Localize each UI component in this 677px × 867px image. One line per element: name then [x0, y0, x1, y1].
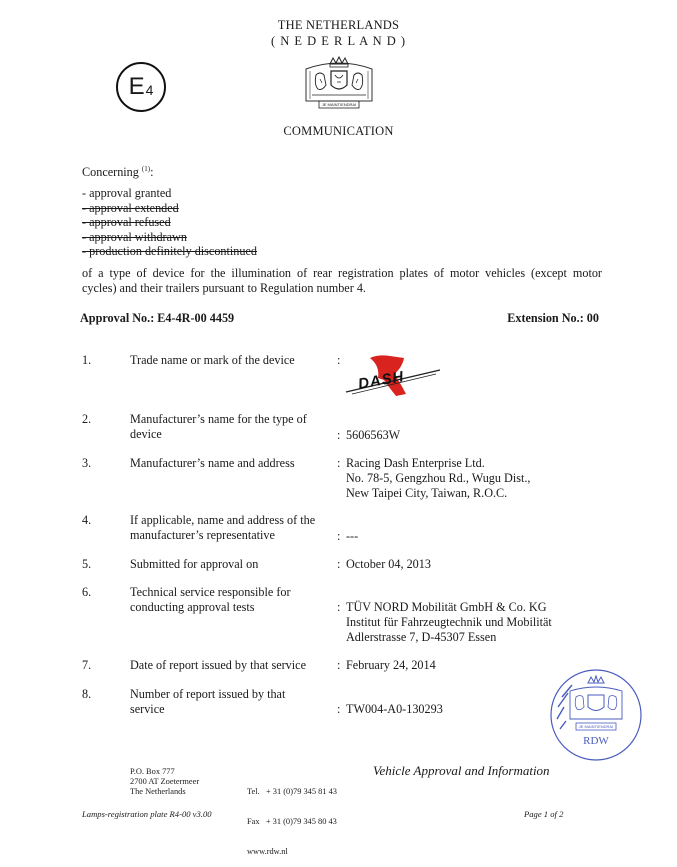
postal-line: P.O. Box 777 — [130, 767, 175, 776]
item-colon: : — [337, 702, 341, 716]
item-colon: : — [337, 557, 341, 571]
item-label: Submitted for approval on — [130, 557, 259, 571]
report-number-value: TW004-A0-130293 — [346, 702, 443, 716]
option-approval-withdrawn: - approval withdrawn — [82, 229, 187, 244]
report-date-value: February 24, 2014 — [346, 658, 436, 672]
item-label: Manufacturer’s name and address — [130, 456, 295, 470]
country-title: THE NETHERLANDS — [277, 18, 400, 32]
footer-tagline: Vehicle Approval and Information — [373, 763, 550, 778]
item-label: If applicable, name and address of the manufacturer’s representative — [130, 513, 316, 542]
option-production-discontinued: - production definitely discontinued — [82, 244, 257, 259]
description-line-1: of a type of device for the illumination of rear registration plates of motor vehicles (except motor — [82, 266, 602, 280]
item-number: 4. — [82, 513, 92, 527]
item-number: 2. — [82, 412, 92, 426]
concerning-footnote: (1) — [141, 165, 151, 173]
fax-line: Fax + 31 (0)79 345 80 43 — [247, 817, 337, 826]
item-number: 5. — [82, 557, 92, 571]
stamp-abbreviation: RDW — [583, 735, 609, 747]
website-link[interactable]: www.rdw.nl — [247, 847, 288, 856]
item-number: 6. — [82, 585, 92, 599]
option-approval-granted: - approval granted — [82, 186, 172, 200]
extension-number: Extension No.: 00 — [507, 311, 599, 325]
e-mark-letter: E — [128, 73, 145, 100]
e4-approval-mark — [116, 62, 166, 112]
country-native-title: ( N E D E R L A N D ) — [270, 34, 407, 48]
item-number: 8. — [82, 687, 92, 701]
item-colon: : — [337, 456, 341, 470]
phone-line: Tel. + 31 (0)79 345 81 43 — [247, 787, 337, 796]
approval-number: Approval No.: E4-4R-00 4459 — [80, 311, 235, 325]
stamp-motto: JE MAINTIENDRAI — [578, 724, 614, 729]
trade-mark-logo — [344, 354, 444, 398]
item-label: Date of report issued by that service — [130, 658, 306, 672]
item-label: Manufacturer’s name for the type of device — [130, 412, 307, 441]
item-colon: : — [337, 600, 341, 614]
item-colon: : — [337, 529, 341, 543]
form-identifier: Lamps-registration plate R4-00 v3.00 — [82, 809, 212, 819]
postal-line: The Netherlands — [130, 787, 186, 796]
technical-service-value: TÜV NORD Mobilität GmbH & Co. KG Institut für Fahrzeugtechnik und Mobilität Adlerstrasse 7, D-45307 Essen — [346, 600, 552, 644]
item-number: 3. — [82, 456, 92, 470]
item-colon: : — [337, 658, 341, 672]
item-label: Trade name or mark of the device — [130, 353, 295, 367]
concerning-heading — [82, 165, 153, 180]
document-type: COMMUNICATION — [283, 124, 394, 138]
concerning-options — [82, 186, 257, 259]
coat-of-arms-emblem — [302, 55, 376, 111]
submission-date-value: October 04, 2013 — [346, 557, 431, 571]
item-label: Technical service responsible for conducting approval tests — [130, 585, 291, 614]
rdw-stamp — [548, 667, 644, 763]
page-number: Page 1 of 2 — [524, 809, 564, 819]
postal-line: 2700 AT Zoetermeer — [130, 777, 200, 786]
option-approval-extended: - approval extended — [82, 200, 179, 215]
item-number: 7. — [82, 658, 92, 672]
item-number: 1. — [82, 353, 92, 367]
e-mark-number: 4 — [145, 82, 154, 98]
concerning-label: Concerning — [82, 165, 139, 180]
item-label: Number of report issued by that service — [130, 687, 286, 716]
concerning-colon: : — [150, 165, 154, 180]
postal-address — [130, 767, 199, 797]
manufacturer-address-value: Racing Dash Enterprise Ltd. No. 78-5, Gengzhou Rd., Wugu Dist., New Taipei City, Taiwan, R.O.C. — [346, 456, 531, 500]
item-colon: : — [337, 353, 341, 367]
trade-mark-text: DASH — [356, 368, 406, 393]
device-type-value: 5606563W — [346, 428, 401, 442]
contact-info — [247, 767, 337, 867]
option-approval-refused: - approval refused — [82, 215, 171, 230]
representative-value: --- — [346, 529, 359, 543]
item-colon: : — [337, 428, 341, 442]
motto-ribbon: JE MAINTIENDRAI — [321, 102, 357, 107]
description-line-2: cycles) and their trailers pursuant to Regulation number 4. — [82, 281, 366, 295]
